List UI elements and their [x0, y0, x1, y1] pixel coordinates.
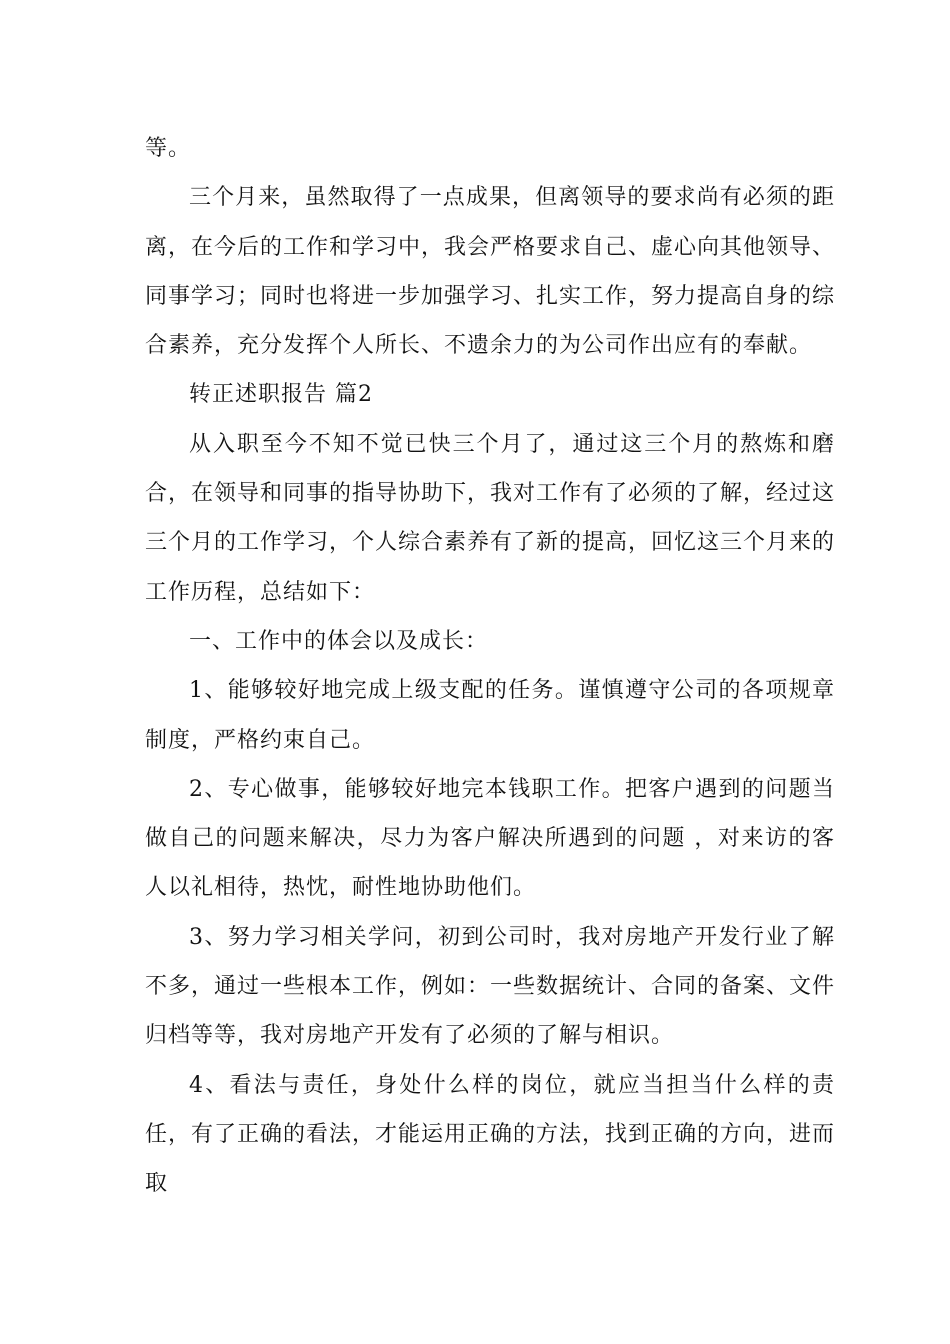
- paragraph-item-2: 2、专心做事，能够较好地完本钱职工作。把客户遇到的问题当做自己的问题来解决，尽力为客户解决所遇到的问题 ，对来访的客人以礼相待，热忱，耐性地协助他们。: [145, 776, 835, 901]
- paragraph-item-4: 4、看法与责任，身处什么样的岗位，就应当担当什么样的责任，有了正确的看法，才能运用正确的方法，找到正确的方向，进而取: [145, 1072, 836, 1197]
- paragraph-item-1: 1、能够较好地完成上级支配的任务。谨慎遵守公司的各项规章制度，严格约束自己。: [145, 678, 835, 753]
- document-body: [145, 124, 835, 1209]
- paragraph-continuation: 等。: [145, 136, 192, 161]
- subsection-heading: 一、工作中的体会以及成长：: [189, 628, 489, 654]
- paragraph-summary: 三个月来，虽然取得了一点成果，但离领导的要求尚有必须的距离，在今后的工作和学习中，我会严格要求自己、虚心向其他领导、同事学习；同时也将进一步加强学习、扎实工作，努力提高自身的综合素养，充分发挥个人所长、不遗余力的为公司作出应有的奉献。: [145, 185, 836, 359]
- paragraph-intro: 从入职至今不知不觉已快三个月了，通过这三个月的熬炼和磨合，在领导和同事的指导协助下，我对工作有了必须的了解，经过这三个月的工作学习，个人综合素养有了新的提高，回忆这三个月来的工作历程，总结如下：: [145, 431, 836, 605]
- paragraph-item-3: 3、努力学习相关学问，初到公司时，我对房地产开发行业了解不多，通过一些根本工作，例如：一些数据统计、合同的备案、文件归档等等，我对房地产开发有了必须的了解与相识。: [145, 924, 836, 1049]
- section-heading: 转正述职报告 篇2: [189, 382, 373, 408]
